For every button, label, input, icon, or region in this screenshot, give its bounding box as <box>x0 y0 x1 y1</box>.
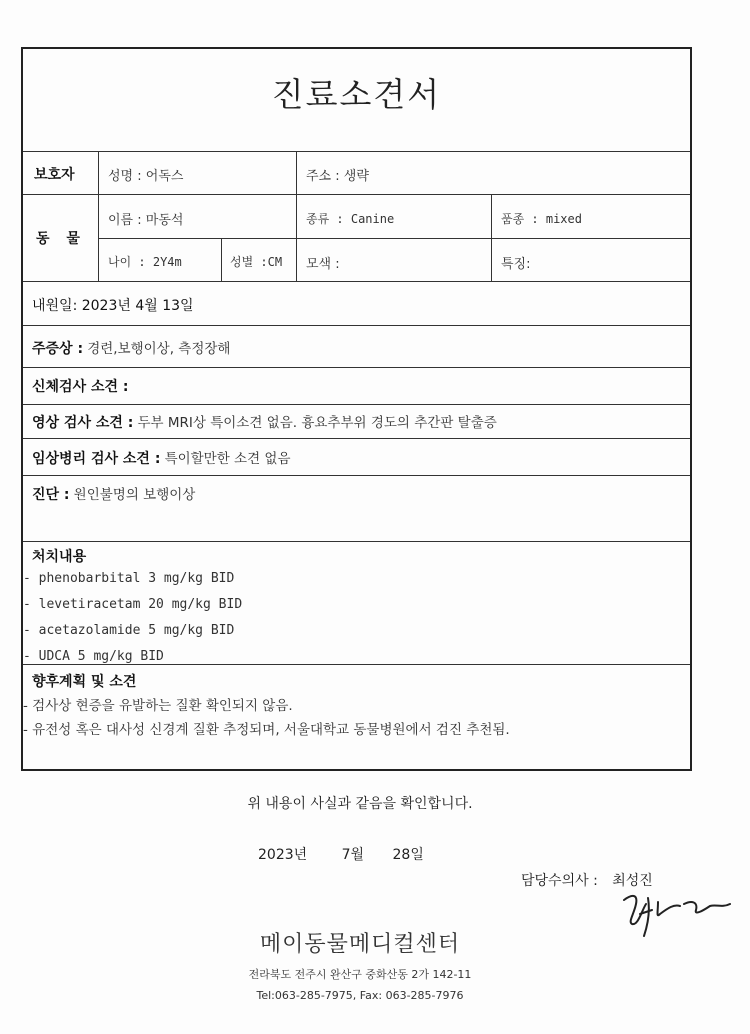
chief-complaint-label: 주증상 : <box>32 341 84 357</box>
chief-complaint <box>32 337 230 358</box>
certificate-frame <box>21 47 692 771</box>
rule <box>23 438 690 439</box>
issue-day: 28일 <box>392 847 424 863</box>
rule <box>23 475 690 476</box>
rule <box>491 194 492 281</box>
guardian-address: 주소 : 생략 <box>306 169 369 184</box>
imaging-findings <box>32 411 497 432</box>
rule <box>23 664 690 665</box>
rule <box>98 151 99 281</box>
treatment-item: - phenobarbital 3 mg/kg BID <box>23 571 235 586</box>
animal-label: 동 물 <box>36 231 86 247</box>
rule <box>23 194 690 195</box>
rule <box>23 541 690 542</box>
vet-name: 최성진 <box>612 873 653 889</box>
animal-species: 종류 : Canine <box>306 212 395 226</box>
treatment-label: 처치내용 <box>32 549 87 565</box>
rule <box>98 238 690 239</box>
animal-features: 특징: <box>501 257 531 272</box>
issue-date <box>258 844 424 864</box>
clinical-pathology-value: 특이할만한 소견 없음 <box>164 451 291 467</box>
diagnosis <box>32 483 195 504</box>
issue-month: 7월 <box>341 847 365 863</box>
plan-item: - 검사상 현증을 유발하는 질환 확인되지 않음. <box>23 698 293 714</box>
physical-exam-label: 신체검사 소견 : <box>32 379 129 395</box>
animal-age: 나이 : 2Y4m <box>108 255 182 269</box>
rule <box>23 404 690 405</box>
rule <box>296 151 297 281</box>
treatment-item: - UDCA 5 mg/kg BID <box>23 649 164 664</box>
guardian-name: 성명 : 어독스 <box>108 169 184 184</box>
clinical-pathology <box>32 447 291 468</box>
clinic-contact: Tel:063-285-7975, Fax: 063-285-7976 <box>256 989 464 1002</box>
treatment-item: - acetazolamide 5 mg/kg BID <box>23 623 235 638</box>
guardian-label: 보호자 <box>34 167 75 183</box>
animal-breed: 품종 : mixed <box>501 212 582 226</box>
chief-complaint-value: 경련,보행이상, 측정장해 <box>87 341 231 357</box>
document-title: 진료소견서 <box>271 75 442 114</box>
clinic-name: 메이동물메디컬센터 <box>259 932 461 957</box>
rule <box>221 238 222 281</box>
imaging-value: 두부 MRI상 특이소견 없음. 흉요추부위 경도의 추간판 탈출증 <box>137 415 497 431</box>
clinical-pathology-label: 임상병리 검사 소견 : <box>32 451 161 467</box>
animal-name: 이름 : 마동석 <box>108 213 184 228</box>
imaging-label: 영상 검사 소견 : <box>32 415 134 431</box>
diagnosis-label: 진단 : <box>32 487 70 503</box>
rule <box>23 325 690 326</box>
issue-year: 2023년 <box>258 847 308 863</box>
treatment-item: - levetiracetam 20 mg/kg BID <box>23 597 243 612</box>
vet-label: 담당수의사 : <box>521 873 598 889</box>
plan-item: - 유전성 혹은 대사성 신경계 질환 추정되며, 서울대학교 동물병원에서 검진 추천됨. <box>23 722 510 738</box>
clinic-address: 전라북도 전주시 완산구 중화산동 2가 142-11 <box>248 968 472 981</box>
rule <box>23 151 690 152</box>
diagnosis-value: 원인불명의 보행이상 <box>73 487 196 503</box>
animal-coat: 모색 : <box>306 257 340 272</box>
plan-label: 향후계획 및 소견 <box>32 674 137 690</box>
rule <box>23 281 690 282</box>
rule <box>23 367 690 368</box>
visit-date: 내원일: 2023년 4월 13일 <box>32 298 194 314</box>
confirmation-text: 위 내용이 사실과 같음을 확인합니다. <box>247 796 473 812</box>
animal-sex: 성별 :CM <box>230 255 283 269</box>
